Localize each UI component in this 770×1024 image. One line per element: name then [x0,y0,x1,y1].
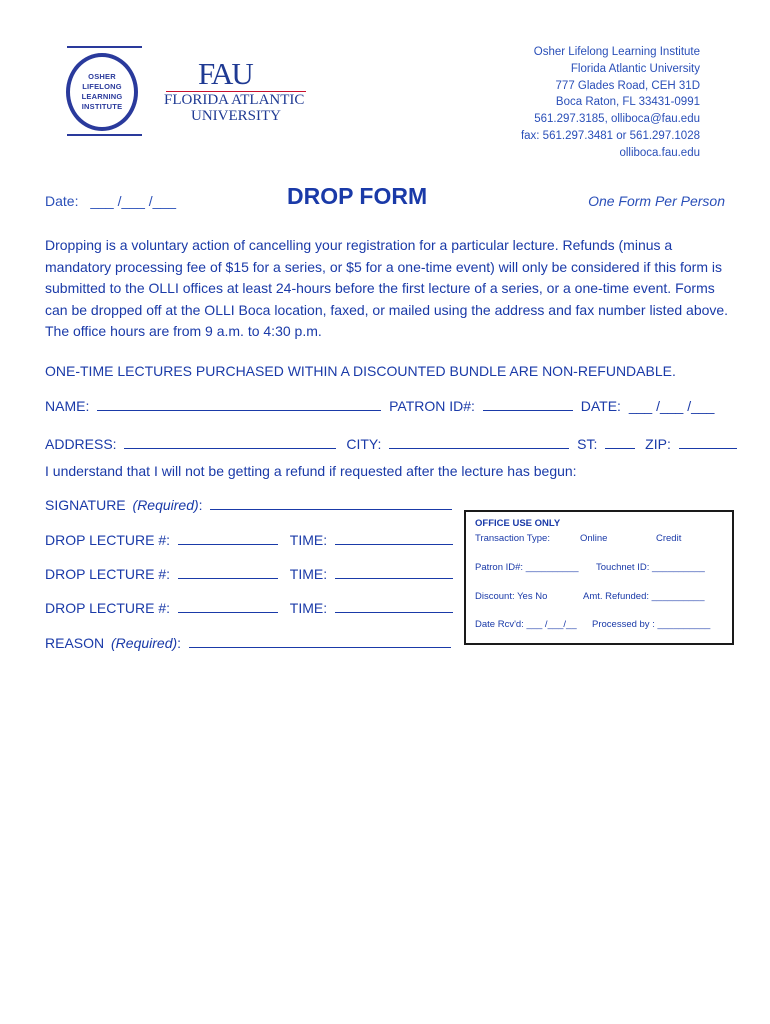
olli-logo-oval [66,53,138,131]
transaction-type-label: Transaction Type: [475,533,550,544]
name-field[interactable] [97,398,381,411]
drop-lecture-label: DROP LECTURE #: [45,566,170,582]
reason-field[interactable] [189,635,451,648]
time-label: TIME: [289,600,328,616]
office-patron-id[interactable]: Patron ID#: __________ [475,562,579,573]
time-field[interactable] [335,566,453,579]
olli-logo-top-rule [67,46,142,48]
drop-lecture-label: DROP LECTURE #: [45,532,170,548]
signature-label: SIGNATURE [45,497,126,513]
reason-label: REASON [45,635,105,651]
signature-colon: : [198,497,203,513]
address-line: Boca Raton, FL 33431-0991 [555,96,700,109]
zip-label: ZIP: [645,436,671,452]
header-date [45,193,176,209]
address-label: ADDRESS: [45,436,117,452]
olli-logo-bottom-rule [67,134,142,136]
address-field[interactable] [124,436,336,449]
patron-id-field[interactable] [483,398,573,411]
date-field[interactable]: ___ /___ /___ [628,398,715,414]
reason-row [45,635,451,651]
drop-lecture-field[interactable] [178,566,278,579]
policy-paragraph: Dropping is a voluntary action of cancelling your registration for a particular lecture. Refunds (minus a mandatory processing fee of $15 for a series, or $5 for a one-time event) will only be considered if this form is submitted to the OLLI offices at least 24-hours before the first lecture of a series, or a one-time event. Forms can be dropped off at the OLLI Boca location, faxed, or mailed using the address and fax number listed above. The office hours are from 9 a.m. to 4:30 p.m. [45,237,729,339]
olli-logo-line: LEARNING [81,92,123,101]
olli-logo-line: LIFELONG [82,82,122,91]
address-line: Osher Lifelong Learning Institute [533,46,700,58]
address-line: olliboca.fau.edu [619,146,700,159]
address-line: Florida Atlantic University [570,62,700,75]
reason-colon: : [177,635,182,651]
office-date-received[interactable]: Date Rcv'd: ___ /___/__ [475,619,577,630]
one-form-per-person-note: One Form Per Person [588,193,725,209]
date-label: DATE: [580,398,621,414]
olli-logo-line: OSHER [88,72,116,81]
office-touchnet-id[interactable]: Touchnet ID: __________ [596,562,705,573]
non-refundable-notice: ONE-TIME LECTURES PURCHASED WITHIN A DISCOUNTED BUNDLE ARE NON-REFUNDABLE. [45,363,676,379]
header-date-label: Date: [45,193,79,209]
zip-field[interactable] [679,436,737,449]
name-label: NAME: [45,398,90,414]
address-line: 777 Glades Road, CEH 31D [555,79,700,92]
city-field[interactable] [389,436,569,449]
signature-row [45,497,452,513]
olli-logo-line: INSTITUTE [81,102,123,111]
address-line: 561.297.3185, olliboca@fau.edu [534,113,700,126]
page-title: DROP FORM [287,183,428,209]
patron-id-label: PATRON ID#: [389,398,475,414]
office-processed-by[interactable]: Processed by : __________ [592,619,711,630]
contact-address-block [521,44,700,162]
address-row [45,436,737,452]
state-field[interactable] [605,436,635,449]
office-use-box [464,510,734,645]
office-amount-refunded[interactable]: Amt. Refunded: __________ [583,591,705,602]
fau-logo-mark: FAU [198,56,252,91]
header-date-blank[interactable]: ___ /___ /___ [90,193,176,209]
drop-lecture-row [45,532,453,548]
time-label: TIME: [289,532,328,548]
signature-field[interactable] [210,497,452,510]
city-label: CITY: [346,436,382,452]
state-label: ST: [577,436,598,452]
drop-lecture-field[interactable] [178,532,278,545]
drop-lecture-label: DROP LECTURE #: [45,600,170,616]
drop-lecture-row [45,600,453,616]
transaction-credit-option[interactable]: Credit [656,533,682,544]
reason-required-note: (Required) [111,635,178,651]
address-line: fax: 561.297.3481 or 561.297.1028 [520,129,700,142]
time-field[interactable] [335,532,453,545]
office-discount[interactable]: Discount: Yes No [475,591,548,602]
time-field[interactable] [335,600,453,613]
drop-lecture-field[interactable] [178,600,278,613]
office-use-heading: OFFICE USE ONLY [475,518,561,529]
refund-acknowledgement: I understand that I will not be getting a refund if requested after the lecture has begun: [45,463,577,479]
fau-logo-name-line1: FLORIDA ATLANTIC [164,92,305,108]
time-label: TIME: [289,566,328,582]
fau-logo-name-line2: UNIVERSITY [191,108,281,124]
name-row [45,398,714,414]
signature-required-note: (Required) [132,497,199,513]
drop-lecture-row [45,566,453,582]
transaction-online-option[interactable]: Online [580,533,608,544]
